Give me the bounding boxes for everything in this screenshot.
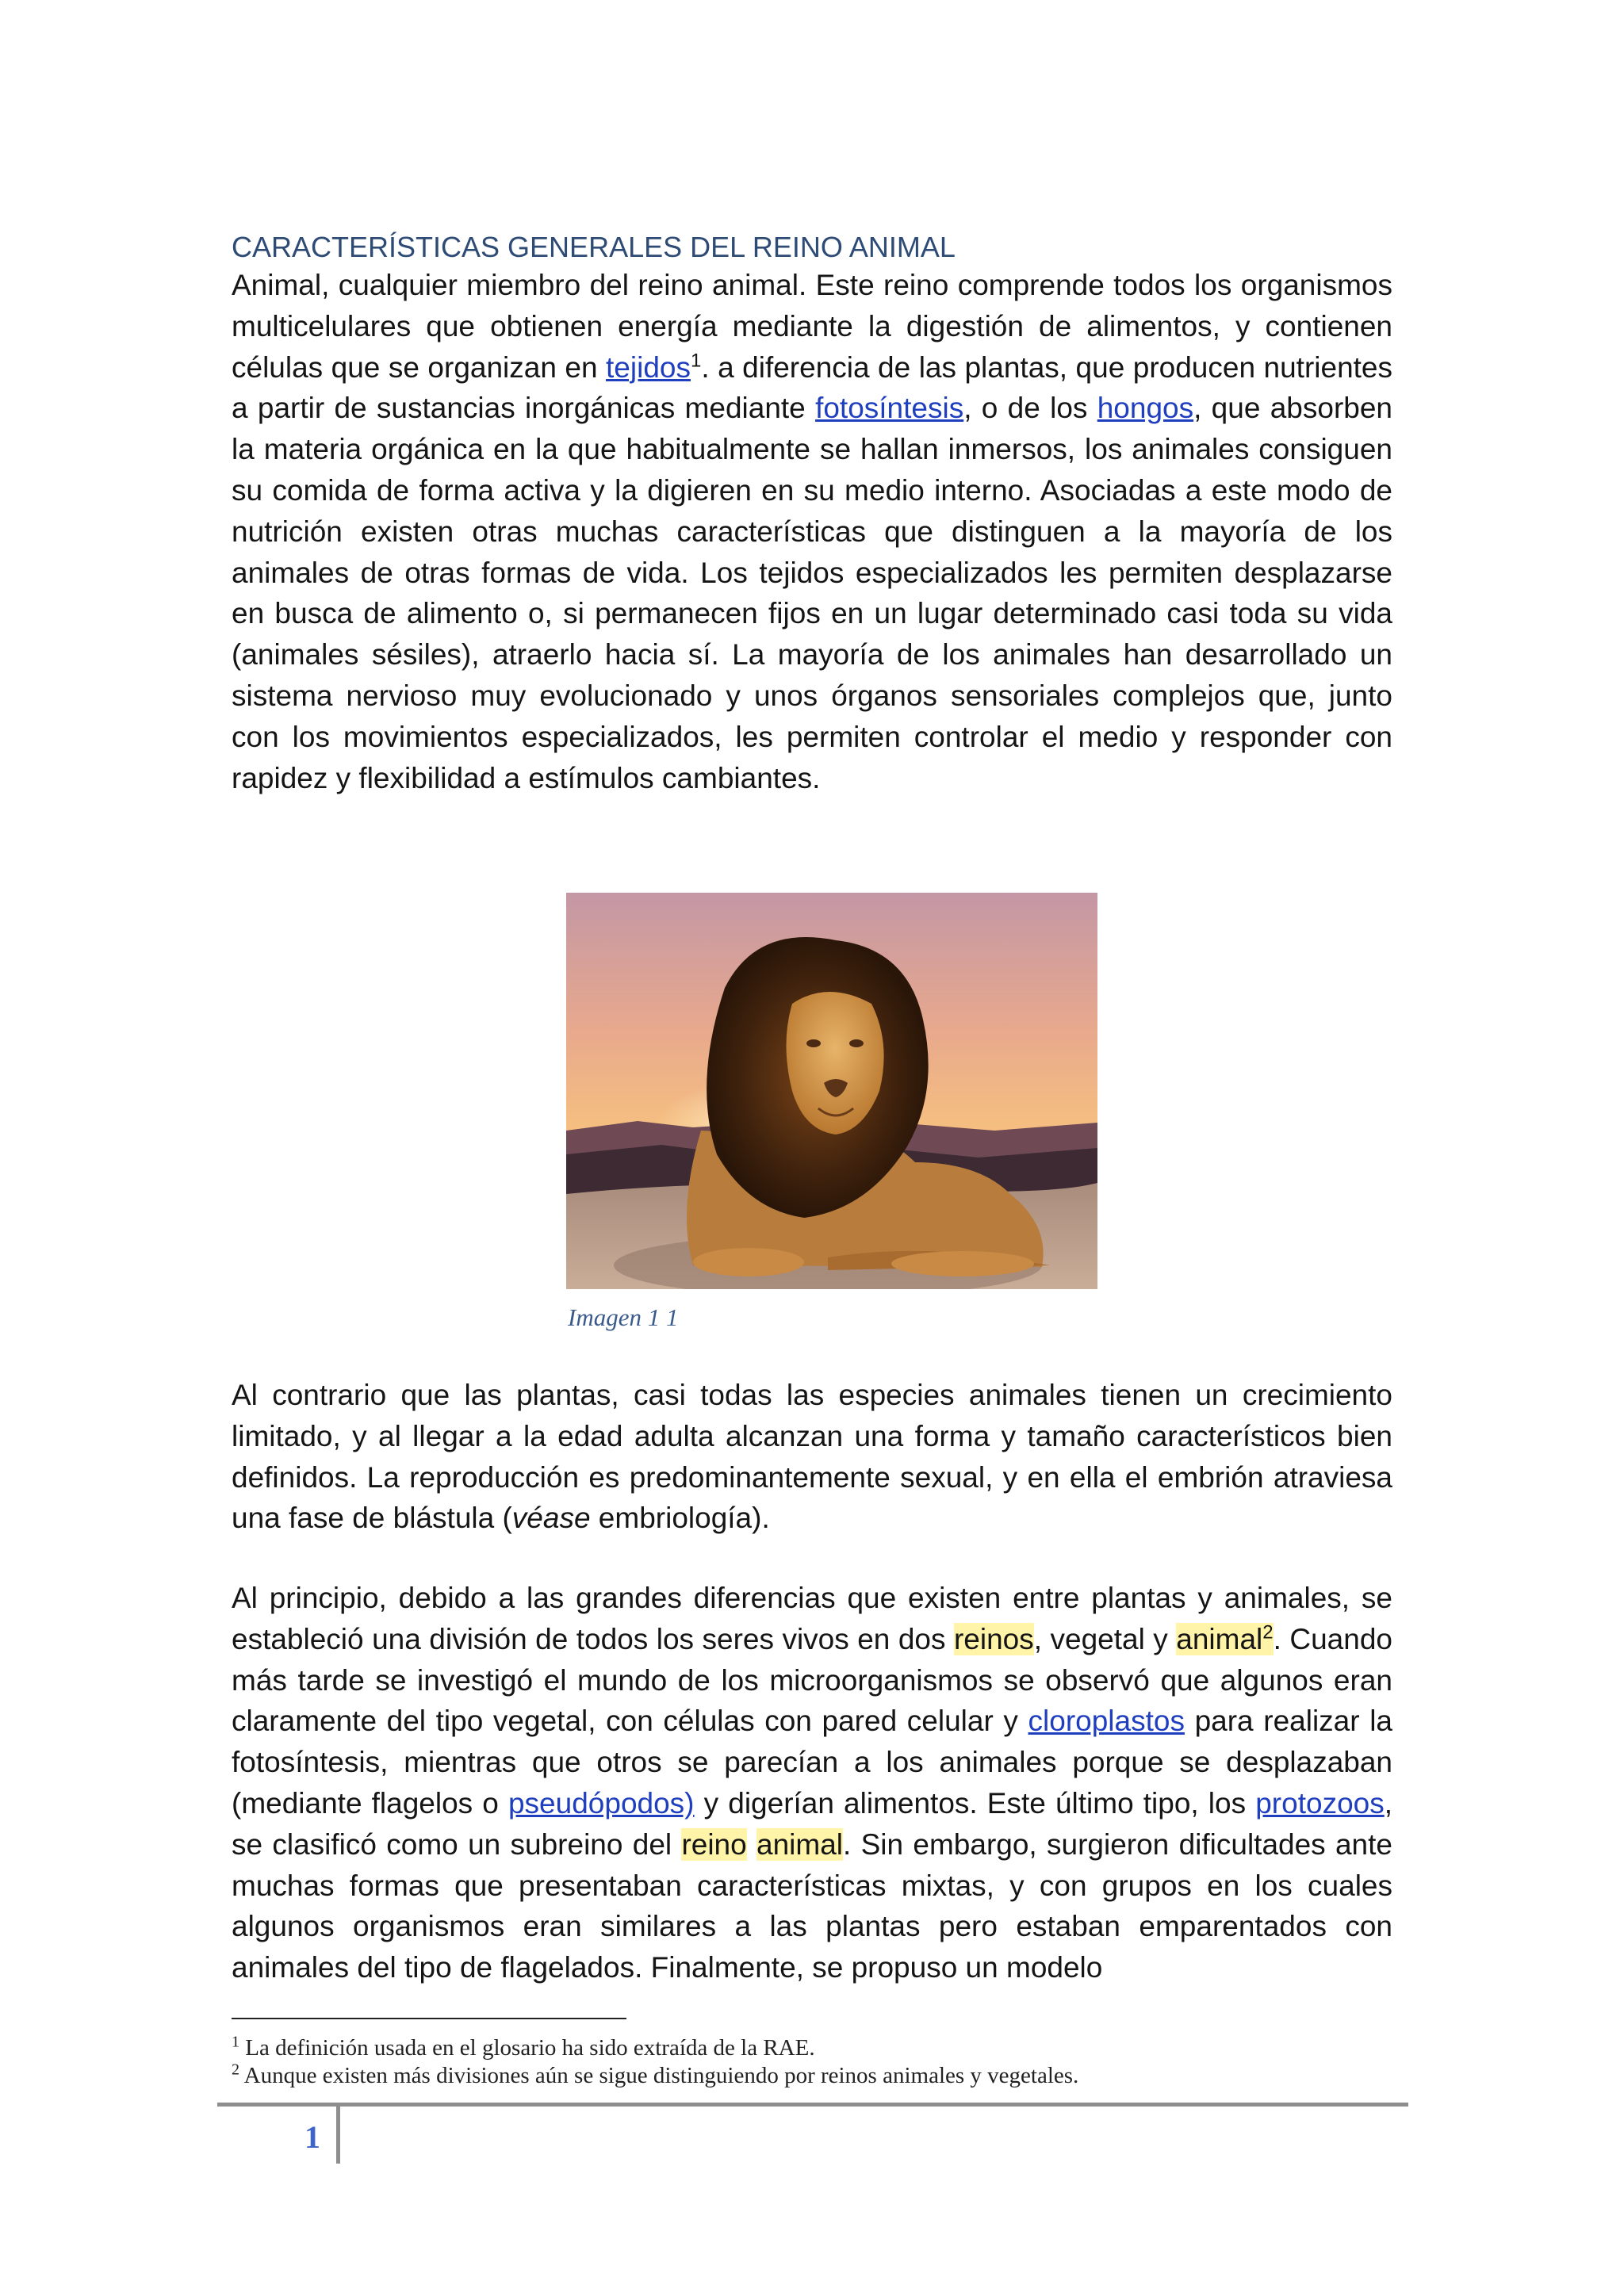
link-tejidos[interactable]: tejidos <box>606 350 691 384</box>
highlight-reinos: reinos <box>953 1622 1034 1655</box>
footnote-1-text: La definición usada en el glosario ha sido extraída de la RAE. <box>239 2035 815 2061</box>
paragraph-2 <box>232 1375 1392 1539</box>
p3-text-1: Al principio, debido a las grandes diferencias que existen entre plantas y animales, se estableció una división de todos los seres vivos en dos <box>232 1582 1392 1655</box>
p2-text-2: embriología). <box>590 1502 770 1535</box>
footnote-separator <box>232 2018 626 2019</box>
link-fotosintesis[interactable]: fotosíntesis <box>815 392 964 425</box>
link-pseudopodos[interactable]: pseudópodos) <box>508 1786 695 1820</box>
link-cloroplastos[interactable]: cloroplastos <box>1028 1705 1185 1738</box>
paragraph-1 <box>232 265 1392 798</box>
footer-rule <box>217 2103 1408 2107</box>
section-heading: CARACTERÍSTICAS GENERALES DEL REINO ANIMAL <box>232 231 956 263</box>
paragraph-3 <box>232 1578 1392 1988</box>
footer-vertical-bar <box>336 2107 340 2164</box>
p1-text-1: Animal, cualquier miembro del reino animal. Este reino comprende todos los organismos multicelulares que obtienen energía mediante la digestión de alimentos, y contienen células que se organizan en <box>232 269 1392 384</box>
highlight-animal-2: animal <box>756 1827 844 1861</box>
page-number: 1 <box>304 2119 320 2155</box>
footnote-2-text: Aunque existen más divisiones aún se sigue distinguiendo por reinos animales y vegetales. <box>239 2063 1079 2088</box>
footnote-ref-1[interactable]: 1 <box>690 350 702 372</box>
p2-text-1: Al contrario que las plantas, casi todas las especies animales tienen un crecimiento limitado, y al llegar a la edad adulta alcanzan una forma y tamaño característicos bien definidos. La reproducción es predominantemente sexual, y en ella el embrión atraviesa una fase de blástula ( <box>232 1379 1392 1535</box>
lion-sunset-picture <box>566 893 1097 1289</box>
footnote-1-number: 1 <box>232 2033 239 2051</box>
p3-text-3: . Cuando más tarde se investigó el mundo de los microorganismos se observó que algunos eran claramente del tipo vegetal, con células con pared celular y <box>232 1622 1392 1738</box>
p1-text-2: . a diferencia de las plantas, que producen nutrientes a partir de sustancias inorgánicas mediante <box>232 350 1392 425</box>
p1-text-3: , o de los <box>963 392 1097 425</box>
p1-text-4: , que absorben la materia orgánica en la que habitualmente se hallan inmersos, los animales consiguen su comida de forma activa y la digieren en su medio interno. Asociadas a este modo de nutrición existen otras muchas características que distinguen a la mayoría de los animales de otras formas de vida. Los tejidos especializados les permiten desplazarse en busca de alimento o, si permanecen fijos en un lugar determinado casi toda su vida (animales sésiles), atraerlo hacia sí. La mayoría de los animales han desarrollado un sistema nervioso muy evolucionado y unos órganos sensoriales complejos que, junto con los movimientos especializados, les permiten controlar el medio y responder con rapidez y flexibilidad a estímulos cambiantes. <box>232 392 1392 794</box>
p2-emphasis: véase <box>511 1502 591 1535</box>
p3-text-7: . Sin embargo, surgieron dificultades ante muchas formas que presentaban características mixtas, y con grupos en los cuales algunos organismos eran similares a las plantas pero estaban emparentados con animales del tipo de flagelados. Finalmente, se propuso un modelo <box>232 1827 1392 1984</box>
highlight-reino: reino <box>681 1827 747 1861</box>
p3-text-5: y digerían alimentos. Este último tipo, los <box>694 1786 1256 1820</box>
lion-image <box>566 893 1097 1289</box>
image-caption: Imagen 1 1 <box>568 1303 679 1331</box>
p3-text-2: , vegetal y <box>1033 1622 1177 1655</box>
highlight-animal <box>1176 1623 1273 1655</box>
footnote-2 <box>232 2062 1078 2089</box>
footnote-2-number: 2 <box>232 2061 239 2079</box>
footnote-1 <box>232 2034 815 2061</box>
link-hongos[interactable]: hongos <box>1097 392 1194 425</box>
link-protozoos[interactable]: protozoos <box>1255 1786 1385 1820</box>
p3-text-6: , se clasificó como un subreino del <box>232 1786 1393 1861</box>
p3-text-4: para realizar la fotosíntesis, mientras que otros se parecían a los animales porque se desplazaban (mediante flagelos o <box>232 1705 1392 1820</box>
footnote-ref-2[interactable]: 2 <box>1262 1621 1274 1644</box>
highlight-animal-text: animal <box>1176 1622 1263 1655</box>
